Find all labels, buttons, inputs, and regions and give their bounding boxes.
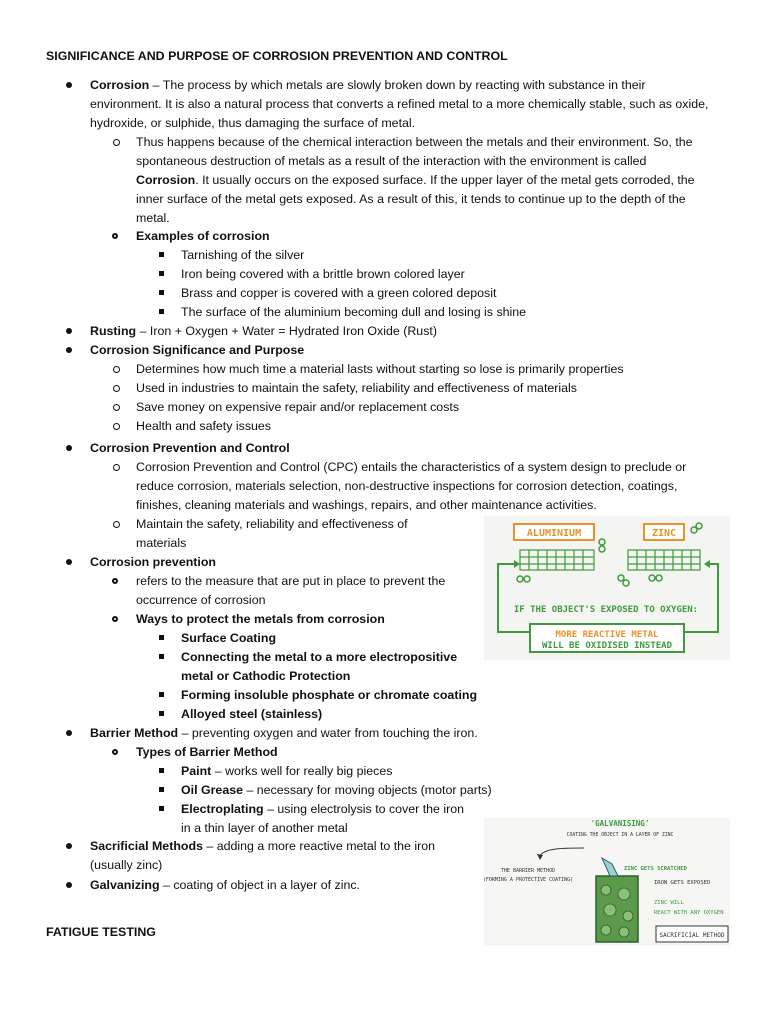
bullet <box>66 559 72 565</box>
significance-item: Health and safety issues <box>136 419 271 433</box>
sacrificial-label: SACRIFICIAL METHOD <box>659 932 725 939</box>
example-item: Brass and copper is covered with a green colored deposit <box>181 286 497 300</box>
way-item-cont: metal or Cathodic Protection <box>181 669 351 683</box>
left-arrow <box>498 564 530 632</box>
sub-bullet <box>113 385 120 392</box>
pointer-arrow <box>540 848 584 856</box>
sub-bullet <box>113 464 120 471</box>
corrosion-sub1-line-5: metal. <box>136 211 170 225</box>
aluminium-grid <box>520 550 594 570</box>
figure1-caption: IF THE OBJECT'S EXPOSED TO OXYGEN: <box>513 605 699 615</box>
section-heading-fatigue: FATIGUE TESTING <box>46 925 156 939</box>
cpc-item1-line: Corrosion Prevention and Control (CPC) entails the characteristics of a system design to preclude or <box>136 460 687 474</box>
bullet <box>66 730 72 736</box>
zinc-label: ZINC <box>651 528 677 539</box>
corrosion-sub1-line-4: inner surface of the metal gets exposed. As a result of this, it tends to continue up to the depth of the <box>136 192 686 206</box>
galvanising-title: 'GALVANISING' <box>590 819 650 828</box>
pointer-arrow-head <box>537 854 543 860</box>
square-bullet <box>159 692 164 697</box>
square-bullet <box>159 711 164 716</box>
react-oxygen-label: REACT WITH ANY OXYGEN <box>654 910 724 916</box>
cpc-item2-line: Maintain the safety, reliability and effectiveness of <box>136 517 408 531</box>
barrier-type: Oil Grease – necessary for moving objects (motor parts) <box>181 783 492 797</box>
square-bullet <box>159 654 164 659</box>
corrosion-sub1-line-3: Corrosion. It usually occurs on the exposed surface. If the upper layer of the metal gets corroded, the <box>136 173 695 187</box>
corrosion-def-line-1: Corrosion – The process by which metals are slowly broken down by reacting with substance in their <box>90 78 646 92</box>
bullet <box>66 82 72 88</box>
bullet <box>66 445 72 451</box>
ways-title: Ways to protect the metals from corrosion <box>136 612 385 626</box>
sacrificial-cont: (usually zinc) <box>90 858 163 872</box>
page-title: SIGNIFICANCE AND PURPOSE OF CORROSION PREVENTION AND CONTROL <box>46 49 508 63</box>
significance-item: Save money on expensive repair and/or replacement costs <box>136 400 460 414</box>
sub-bullet <box>113 366 120 373</box>
prevention-item-line: occurrence of corrosion <box>136 593 266 607</box>
bullet <box>66 347 72 353</box>
example-item: Tarnishing of the silver <box>181 248 305 262</box>
square-bullet <box>159 806 164 811</box>
scratch-tool <box>602 858 618 876</box>
rusting-line: Rusting – Iron + Oxygen + Water = Hydrated Iron Oxide (Rust) <box>90 324 437 338</box>
corrosion-sub1-line-1: Thus happens because of the chemical interaction between the metals and their environment. So, the <box>136 135 693 149</box>
barrier-method-label: THE BARRIER METHOD <box>500 868 556 874</box>
sub-bullet <box>113 521 120 528</box>
sacrificial-line: Sacrificial Methods – adding a more reactive metal to the iron <box>90 839 436 853</box>
sub-bullet <box>112 749 118 755</box>
bullet <box>66 882 72 888</box>
aluminium-label: ALUMINIUM <box>526 528 582 539</box>
galvanizing-line: Galvanizing – coating of object in a layer of zinc. <box>90 878 360 892</box>
iron-exposed-label: IRON GETS EXPOSED <box>654 880 711 886</box>
cpc-item1-line: reduce corrosion, materials selection, non-destructive inspections for corrosion detection, coatings, <box>136 479 678 493</box>
cpc-title: Corrosion Prevention and Control <box>90 441 290 455</box>
square-bullet <box>159 787 164 792</box>
barrier-type: Paint – works well for really big pieces <box>181 764 393 778</box>
sub-bullet <box>113 139 120 146</box>
example-item: Iron being covered with a brittle brown colored layer <box>181 267 465 281</box>
right-arrow <box>684 564 718 632</box>
figure-sacrificial-metal <box>484 516 730 660</box>
square-bullet <box>159 290 164 295</box>
box-line-2: WILL BE OXIDISED INSTEAD <box>541 641 673 651</box>
barrier-type-cont: in a thin layer of another metal <box>181 821 348 835</box>
significance-item: Determines how much time a material lasts without starting so lose is primarily properties <box>136 362 624 376</box>
way-item: Surface Coating <box>181 631 277 645</box>
barrier-line: Barrier Method – preventing oxygen and water from touching the iron. <box>90 726 478 740</box>
figure-galvanising <box>484 818 730 946</box>
cpc-item2-line: materials <box>136 536 187 550</box>
significance-item: Used in industries to maintain the safety, reliability and effectiveness of materials <box>136 381 578 395</box>
way-item: Alloyed steel (stainless) <box>181 707 323 721</box>
zinc-grid <box>628 550 700 570</box>
right-arrow-head <box>704 560 710 568</box>
left-arrow-head <box>514 560 520 568</box>
galvanising-subtitle: COATING THE OBJECT IN A LAYER OF ZINC <box>566 833 674 838</box>
square-bullet <box>159 252 164 257</box>
bullet <box>66 843 72 849</box>
corrosion-def-line-2: environment. It is also a natural process that converts a refined metal to a more chemically stable, such as oxide, <box>90 97 709 111</box>
corrosion-def-line-3: hydroxide, or sulphide, thus damaging the surface of metal. <box>90 116 416 130</box>
figure-sacrificial-metal-svg <box>484 516 730 660</box>
way-item: Forming insoluble phosphate or chromate coating <box>181 688 478 702</box>
examples-title: Examples of corrosion <box>136 229 270 243</box>
box-line-1: MORE REACTIVE METAL <box>555 630 659 640</box>
sub-bullet <box>113 423 120 430</box>
sub-bullet <box>112 578 118 584</box>
square-bullet <box>159 271 164 276</box>
significance-title: Corrosion Significance and Purpose <box>90 343 305 357</box>
figure-galvanising-svg <box>484 818 730 946</box>
prevention-item-line: refers to the measure that are put in place to prevent the <box>136 574 446 588</box>
sub-bullet <box>112 233 118 239</box>
corrosion-sub1-line-2: spontaneous destruction of metals as a result of the interaction with the environment is called <box>136 154 647 168</box>
way-item: Connecting the metal to a more electropositive <box>181 650 458 664</box>
bullet <box>66 328 72 334</box>
sub-bullet <box>112 616 118 622</box>
cpc-item1-line: finishes, cleaning materials and washings, repairs, and other maintenance activities. <box>136 498 597 512</box>
barrier-type: Electroplating – using electrolysis to cover the iron <box>181 802 465 816</box>
square-bullet <box>159 635 164 640</box>
example-item: The surface of the aluminium becoming dull and losing is shine <box>181 305 527 319</box>
zinc-will-label: ZINC WILL <box>654 900 684 906</box>
barrier-types-title: Types of Barrier Method <box>136 745 278 759</box>
barrier-method-sub: (FORMING A PROTECTIVE COATING) <box>484 877 574 883</box>
sub-bullet <box>113 404 120 411</box>
zinc-scratched-label: ZINC GETS SCRATCHED <box>624 866 687 872</box>
square-bullet <box>159 768 164 773</box>
square-bullet <box>159 309 164 314</box>
prevention-title: Corrosion prevention <box>90 555 216 569</box>
